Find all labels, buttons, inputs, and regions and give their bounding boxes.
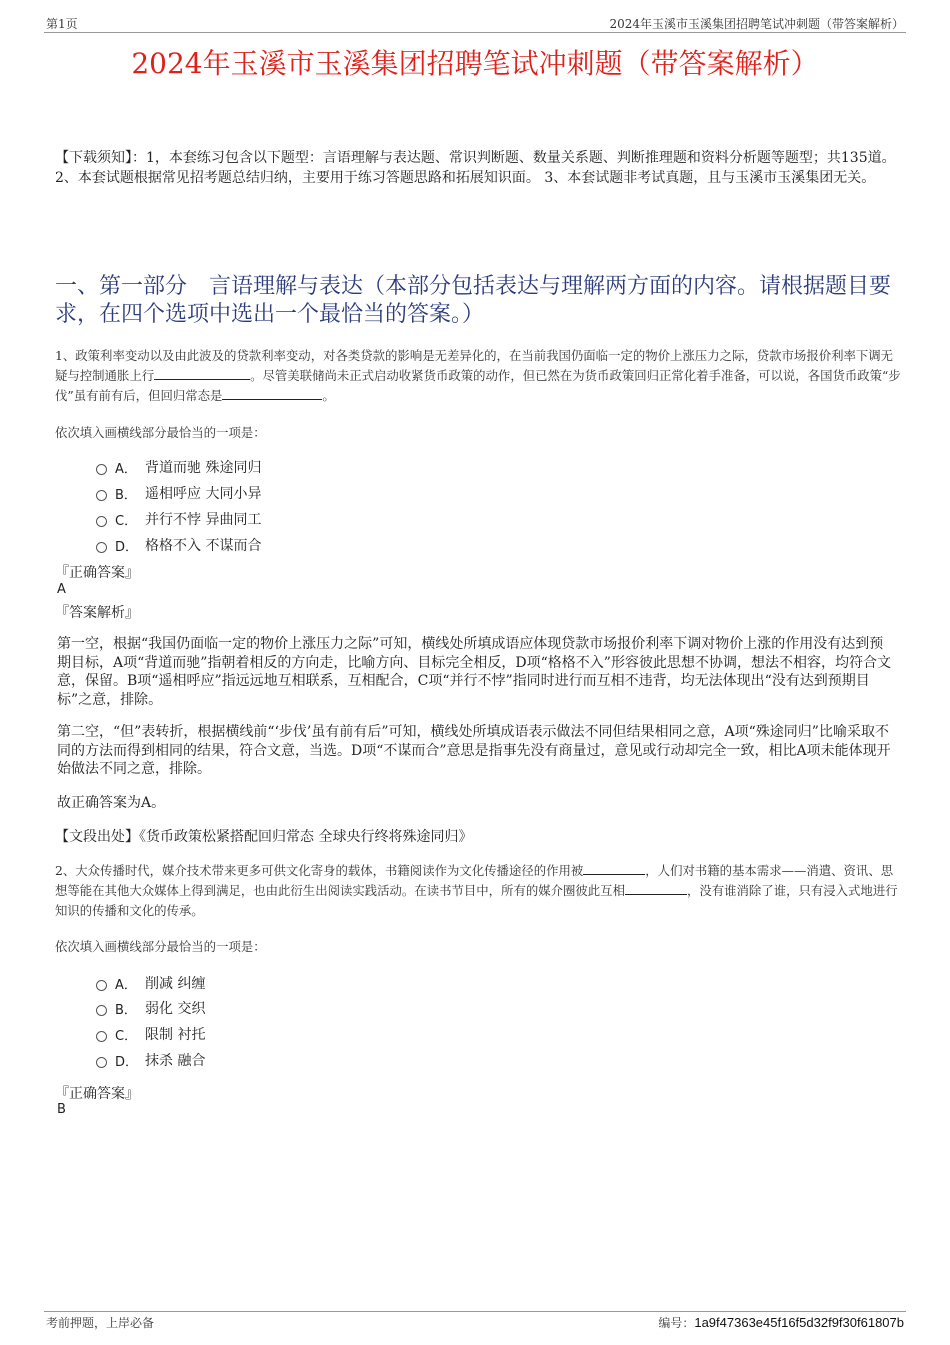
q2-text-c: ，没有谁消除了谁，只有浸入式地进行知识的传播和文化的传承。: [55, 883, 898, 918]
footer-id: [658, 1314, 904, 1331]
q1-option-a[interactable]: [96, 457, 261, 477]
q2-option-d[interactable]: [96, 1050, 205, 1070]
q1-text-b: 。尽管美联储尚未正式启动收紧货币政策的动作，但已然在为货币政策回归正常化着手准备，可以说，各国货币政策“步伐”虽有前有后，但回归常态是: [55, 368, 901, 403]
option-text: 削减 纠缠: [145, 976, 206, 992]
option-text: 抹杀 融合: [145, 1053, 206, 1069]
q2-option-a[interactable]: [96, 973, 205, 993]
q1-analysis-para-2: 第二空，“但”表转折，根据横线前“‘步伐’虽有前有后”可知，横线处所填成语表示做法不同但结果相同之意，A项“殊途同归”比喻采取不同的方法而得到相同的结果，符合文意，当选。D项“不谋而合”意思是指事先没有商量过，意见或行动却完全一致，相比A项未能体现开始做法不同之意，排除。: [57, 724, 891, 777]
q1-correct-label: 『正确答案』: [55, 565, 139, 581]
q1-option-d[interactable]: [96, 535, 261, 555]
section-heading: 一、第一部分 言语理解与表达（本部分包括表达与理解两方面的内容。请根据题目要求，在四个选项中选出一个最恰当的答案。）: [55, 274, 892, 327]
q1-hint: 依次填入画横线部分最恰当的一项是：: [55, 425, 266, 440]
radio-icon[interactable]: [96, 1005, 107, 1016]
option-key: C．: [115, 513, 138, 529]
radio-icon[interactable]: [96, 490, 107, 501]
q2-answer: B: [57, 1102, 66, 1117]
footer-slogan: 考前押题，上岸必备: [46, 1316, 155, 1330]
radio-icon[interactable]: [96, 516, 107, 527]
option-text: 遥相呼应 大同小异: [145, 486, 262, 502]
option-key: B．: [115, 1002, 137, 1018]
q2-text-b: ，人们对书籍的基本需求——消遣、资讯、思想等能在其他大众媒体上得到满足，也由此衍生出阅读实践活动。在读书节目中，所有的媒介圈彼此互相: [55, 863, 894, 898]
option-key: A．: [115, 461, 137, 477]
option-key: B．: [115, 487, 137, 503]
option-text: 背道而驰 殊途同归: [145, 460, 262, 476]
option-text: 格格不入 不谋而合: [145, 538, 262, 554]
q1-analysis-label: 『答案解析』: [55, 605, 139, 621]
radio-icon[interactable]: [96, 542, 107, 553]
q2-text-a: 2、大众传播时代，媒介技术带来更多可供文化寄身的载体，书籍阅读作为文化传播途径的作用被: [55, 863, 584, 878]
q2-hint: 依次填入画横线部分最恰当的一项是：: [55, 939, 266, 954]
q1-option-b[interactable]: [96, 483, 261, 503]
radio-icon[interactable]: [96, 464, 107, 475]
q1-source: 【文段出处】《货币政策松紧搭配回归常态 全球央行终将殊途同归》: [55, 829, 473, 845]
radio-icon[interactable]: [96, 1031, 107, 1042]
download-notice: 【下载须知】：1，本套练习包含以下题型：言语理解与表达题、常识判断题、数量关系题、判断推理题和资料分析题等题型；共135道。 2、本套试题根据常见招考题总结归纳，主要用于练习答题思路和拓展知识面。 3、本套试题非考试真题，且与玉溪市玉溪集团无关。: [55, 150, 896, 186]
option-text: 并行不悖 异曲同工: [145, 512, 262, 528]
question-2-text: [55, 861, 905, 921]
option-key: D．: [115, 1054, 139, 1070]
q2-correct-label: 『正确答案』: [55, 1086, 139, 1102]
footer-id-label: 编号：: [658, 1316, 695, 1330]
q1-text-a: 1、政策利率变动以及由此波及的贷款利率变动，对各类贷款的影响是无差异化的，在当前我国仍面临一定的物价上涨压力之际，贷款市场报价利率下调无疑与控制通胀上行: [55, 348, 894, 383]
option-key: A．: [115, 977, 137, 993]
q2-blank-2: [625, 882, 687, 895]
option-text: 弱化 交织: [145, 1001, 206, 1017]
q2-option-c[interactable]: [96, 1024, 205, 1044]
footer-id-value: 1a9f47363e45f16f5d32f9f30f61807b: [694, 1315, 904, 1330]
radio-icon[interactable]: [96, 980, 107, 991]
footer-divider: [44, 1311, 906, 1312]
header-doc-title: 2024年玉溪市玉溪集团招聘笔试冲刺题（带答案解析）: [609, 17, 904, 31]
option-key: C．: [115, 1028, 138, 1044]
header-divider: [44, 32, 906, 33]
q2-option-b[interactable]: [96, 998, 205, 1018]
q1-blank-2: [222, 387, 322, 400]
q1-option-c[interactable]: [96, 509, 261, 529]
q1-conclusion: 故正确答案为A。: [57, 795, 166, 811]
q1-blank-1: [154, 367, 250, 380]
q1-analysis-para-1: 第一空，根据“我国仍面临一定的物价上涨压力之际”可知，横线处所填成语应体现贷款市场报价利率下调对物价上涨的作用没有达到预期目标，A项“背道而驰”指朝着相反的方向走，比喻方向、目标完全相反，D项“格格不入”形容彼此思想不协调，想法不相容，均符合文意，保留。B项“遥相呼应”指远远地互相联系，互相配合，C项“并行不悖”指同时进行而互相不违背，均无法体现出“没有达到预期目标”之意，排除。: [57, 636, 891, 708]
option-text: 限制 衬托: [145, 1027, 206, 1043]
option-key: D．: [115, 539, 139, 555]
question-1-text: [55, 346, 905, 406]
q1-text-c: 。: [322, 388, 335, 403]
page-title: 2024年玉溪市玉溪集团招聘笔试冲刺题（带答案解析）: [131, 47, 819, 80]
q2-blank-1: [583, 862, 645, 875]
page-number: 第1页: [46, 17, 78, 31]
q1-answer: A: [57, 582, 66, 597]
radio-icon[interactable]: [96, 1057, 107, 1068]
